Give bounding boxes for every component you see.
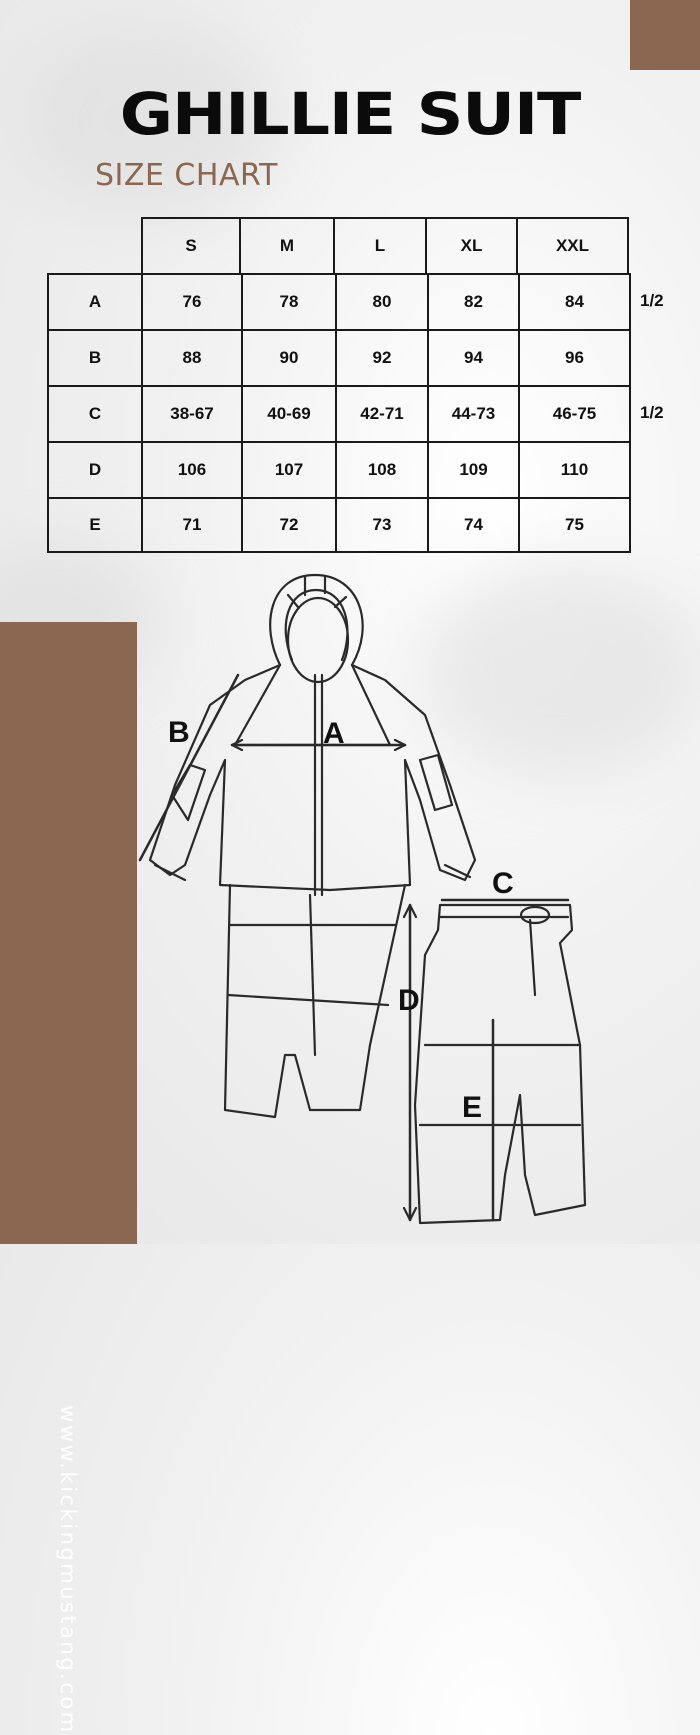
suit-diagram	[120, 565, 600, 1235]
size-header-m: M	[239, 217, 335, 275]
drawstring	[521, 907, 549, 923]
table-cell: 92	[335, 329, 429, 387]
table-cell: 107	[241, 441, 337, 499]
table-cell: 84	[518, 273, 631, 331]
size-header-xxl: XXL	[516, 217, 629, 275]
face-opening	[288, 598, 348, 682]
table-cell: 90	[241, 329, 337, 387]
table-cell: 38-67	[141, 385, 243, 443]
corner-accent	[630, 0, 700, 70]
page-title: GHILLIE SUIT	[119, 80, 581, 148]
label-d: D	[398, 984, 420, 1017]
table-cell: 72	[241, 497, 337, 553]
hood-inner	[286, 590, 348, 660]
table-cell: 78	[241, 273, 337, 331]
pants-seams	[420, 920, 580, 1125]
row-label-a: A	[47, 273, 143, 331]
table-cell: 94	[427, 329, 520, 387]
table-cell: 46-75	[518, 385, 631, 443]
hood-outline	[270, 575, 362, 665]
table-cell: 42-71	[335, 385, 429, 443]
table-cell: 108	[335, 441, 429, 499]
table-cell: 106	[141, 441, 243, 499]
table-cell: 44-73	[427, 385, 520, 443]
row-label-d: D	[47, 441, 143, 499]
table-cell: 82	[427, 273, 520, 331]
website-url: www.kickingmustang.com	[56, 1405, 80, 1735]
table-cell: 40-69	[241, 385, 337, 443]
label-b: B	[168, 716, 190, 749]
label-e: E	[462, 1091, 483, 1124]
row-label-b: B	[47, 329, 143, 387]
row-note: 1/2	[640, 291, 664, 310]
size-header-xl: XL	[425, 217, 518, 275]
pants-outline	[415, 905, 585, 1223]
size-header-l: L	[333, 217, 427, 275]
table-cell: 76	[141, 273, 243, 331]
size-chart-table	[47, 217, 629, 551]
right-pocket	[420, 755, 452, 810]
label-a: A	[323, 717, 345, 750]
side-panel	[0, 622, 137, 1735]
measure-b	[140, 675, 238, 860]
table-cell: 109	[427, 441, 520, 499]
row-label-e: E	[47, 497, 143, 553]
label-c: C	[492, 867, 514, 900]
table-cell: 74	[427, 497, 520, 553]
table-cell: 73	[335, 497, 429, 553]
size-header-s: S	[141, 217, 241, 275]
row-note: 1/2	[640, 403, 664, 422]
table-cell: 88	[141, 329, 243, 387]
table-cell: 75	[518, 497, 631, 553]
overall-seams	[228, 895, 395, 1055]
page-subtitle: SIZE CHART	[95, 158, 278, 193]
table-cell: 96	[518, 329, 631, 387]
cuffs	[155, 865, 470, 880]
table-cell: 110	[518, 441, 631, 499]
row-label-c: C	[47, 385, 143, 443]
raglan-seams	[235, 665, 390, 745]
table-cell: 80	[335, 273, 429, 331]
table-cell: 71	[141, 497, 243, 553]
